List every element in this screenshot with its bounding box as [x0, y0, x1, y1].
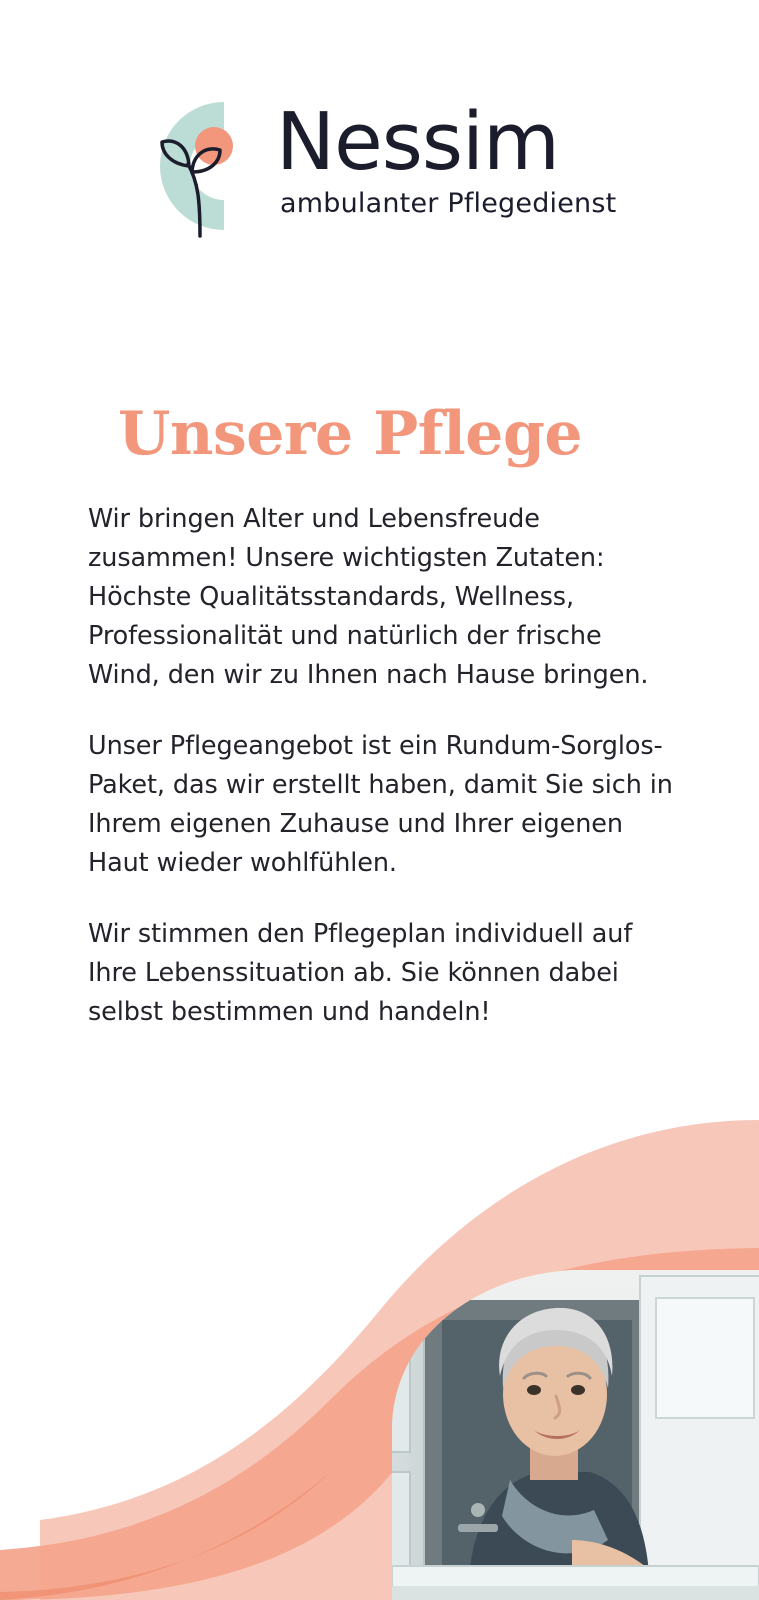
nessim-leaf-logo-icon	[128, 90, 278, 242]
photo-elderly-woman-at-window	[272, 1180, 759, 1600]
brand-logo	[128, 90, 648, 250]
brand-wordmark	[276, 98, 646, 220]
paragraph-2: Unser Pflegeangebot ist ein Rundum-Sorglos-Paket, das wir erstellt haben, damit Sie sich in Ihrem eigenen Zuhause und Ihrer eigenen Haut wieder wohlfühlen.	[88, 731, 673, 878]
body-copy	[88, 500, 676, 1032]
decorative-artwork	[0, 1080, 759, 1600]
brand-name: Nessim	[276, 96, 559, 188]
paragraph-1: Wir bringen Alter und Lebensfreude zusammen! Unsere wichtigsten Zutaten: Höchste Qualitätsstandards, Wellness, Professionalität und natürlich der frische Wind, den wir zu Ihnen nach Hause bringen.	[88, 504, 649, 690]
paragraph-3: Wir stimmen den Pflegeplan individuell auf Ihre Lebenssituation ab. Sie können dabei selbst bestimmen und handeln!	[88, 919, 633, 1027]
page-title: Unsere Pflege	[118, 399, 583, 470]
brand-tagline: ambulanter Pflegedienst	[280, 188, 617, 219]
